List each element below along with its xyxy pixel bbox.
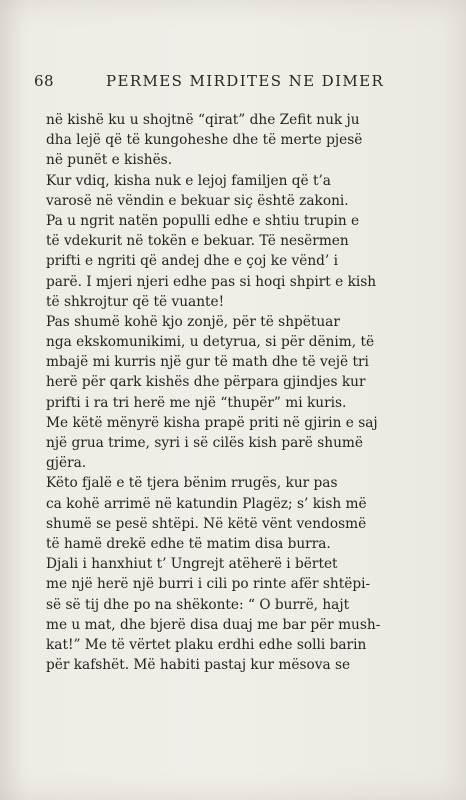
- text-line: një grua trime, syri i së cilës kish parë shumë: [46, 435, 363, 451]
- text-line: ca kohë arrimë në katundin Plagëz; s’ kish më: [46, 495, 367, 512]
- text-line: në punët e kishës.: [46, 152, 173, 169]
- text-line: të hamë drekë edhe të matim disa burra.: [46, 535, 331, 552]
- text-line: nga ekskomunikimi, u detyrua, si për dënim, të: [46, 334, 375, 351]
- text-line: Kur vdiq, kisha nuk e lejoj familjen që t’a: [46, 172, 331, 189]
- text-line: për kafshët. Më habiti pastaj kur mësova se: [46, 657, 351, 674]
- text-line: prifti e ngriti që andej dhe e çoj ke vënd’ i: [46, 253, 339, 270]
- text-line: Këto fjalë e të tjera bënim rrugës, kur pas: [46, 475, 338, 492]
- text-line: me një herë një burri i cili po rinte afër shtëpi-: [46, 576, 371, 593]
- text-line: Djali i hanxhiut t’ Ungrejt atëherë i bërtet: [46, 556, 338, 573]
- text-line: Me këtë mënyrë kisha prapë priti në gjirin e saj: [46, 414, 378, 431]
- page-number: 68: [34, 72, 55, 90]
- text-line: të vdekurit në tokën e bekuar. Të nesërmen: [46, 233, 349, 250]
- text-line: të shkrojtur që të vuante!: [46, 293, 225, 310]
- text-line: Pa u ngrit natën populli edhe e shtiu trupin e: [46, 212, 360, 229]
- text-line: herë për qark kishës dhe përpara gjindjes kur: [46, 374, 366, 391]
- text-line: varosë në vëndin e bekuar siç është zakoni.: [46, 192, 349, 209]
- text-line: parë. I mjeri njeri edhe pas si hoqi shpirt e kish: [46, 273, 377, 290]
- text-line: prifti i ra tri herë me një “thupër” mi kuris.: [46, 394, 347, 411]
- running-head: PERMES MIRDITES NE DIMER: [106, 72, 385, 90]
- text-line: në kishë ku u shojtnë “qirat” dhe Zefit nuk ju: [46, 112, 360, 128]
- text-line: gjëra.: [46, 455, 87, 472]
- text-line: mbajë mi kurris një gur të math dhe të vejë tri: [46, 354, 369, 371]
- text-line: kat!” Me të vërtet plaku erdhi edhe solli barin: [46, 636, 367, 653]
- body-text: [46, 110, 446, 675]
- text-line: së së tij dhe po na shëkonte: “ O burrë, hajt: [46, 596, 350, 613]
- text-line: dha lejë që të kungoheshe dhe të merte pjesë: [46, 132, 363, 149]
- text-line: me u mat, dhe bjerë disa duaj me bar për mush-: [46, 616, 381, 633]
- page-header: [34, 72, 444, 94]
- text-line: Pas shumë kohë kjo zonjë, për të shpëtuar: [46, 313, 340, 330]
- text-line: shumë se pesë shtëpi. Në këtë vënt vendosmë: [46, 515, 367, 532]
